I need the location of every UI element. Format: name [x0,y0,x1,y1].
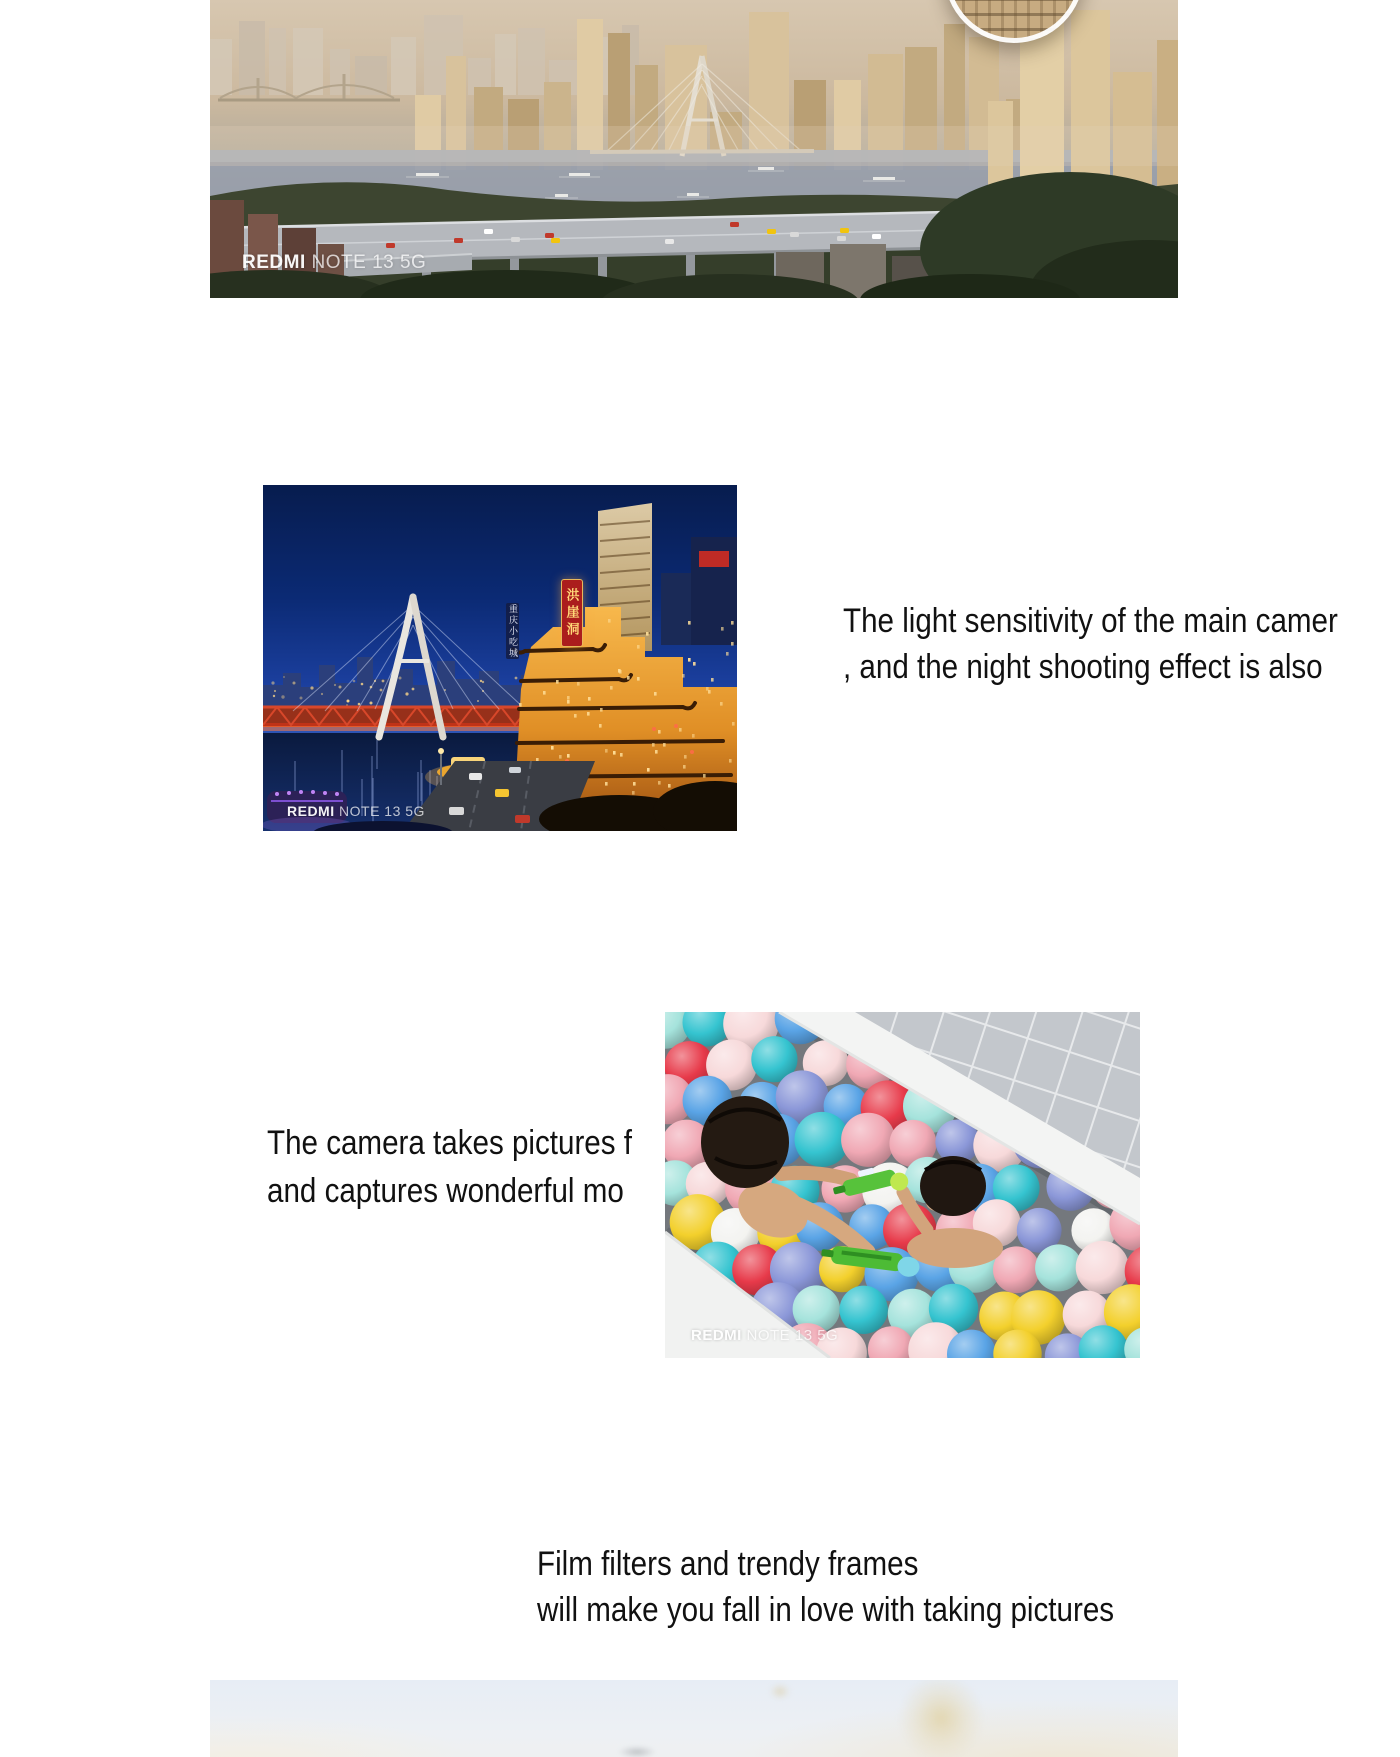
watermark-brand: REDMI [242,252,306,273]
photo-day-cityscape [210,0,1178,298]
night-cityscape-art [263,485,737,831]
photo-kids-ballpit [665,1012,1140,1358]
caption-line: The camera takes pictures f [267,1124,632,1162]
caption-line: The light sensitivity of the main camer [843,602,1338,640]
watermark-brand: REDMI [691,1327,742,1344]
street-vertical-sign [506,603,519,659]
photo-night-cityscape [263,485,737,831]
faint-foliage [898,1680,984,1757]
faint-grey-wisp [618,1746,656,1757]
caption-line: Film filters and trendy frames [537,1545,919,1583]
redmi-watermark [287,803,425,819]
watermark-model: NOTE 13 5G [334,803,425,819]
caption-film-filters [537,1541,1114,1633]
caption-camera-speed [267,1119,632,1215]
caption-line: will make you fall in love with taking pictures [537,1591,1115,1629]
street-sign-text: 重庆小吃城 [508,603,518,659]
watermark-brand: REDMI [287,803,335,819]
faint-foliage-speck [770,1684,790,1699]
watermark-model: NOTE 13 5G [305,252,427,273]
haze [210,126,1178,166]
redmi-watermark [691,1327,838,1344]
caption-line: and captures wonderful mo [267,1172,624,1210]
hongya-sign-text: 洪崖洞 [564,587,580,639]
redmi-watermark [242,252,426,274]
caption-night-shooting [843,598,1338,690]
hongya-cave-sign [561,579,583,647]
ballpit-art [665,1012,1140,1358]
photo-bright-sky [210,1680,1178,1757]
watermark-model: NOTE 13 5G [741,1327,839,1344]
caption-line: , and the night shooting effect is also [843,648,1323,686]
